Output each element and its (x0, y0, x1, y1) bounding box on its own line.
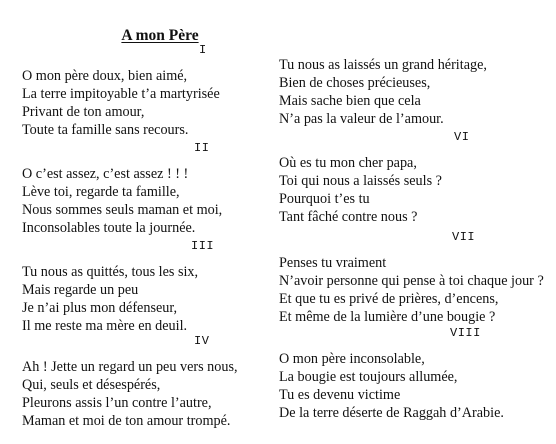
verse-line: Toute ta famille sans recours. (22, 122, 189, 138)
verse-line: La bougie est toujours allumée, (279, 369, 458, 385)
verse-line: Il me reste ma mère en deuil. (22, 318, 188, 334)
stanza-numeral: IV (194, 334, 210, 348)
stanza-1 (22, 67, 220, 139)
verse-line: Toi qui nous a laissés seuls ? (279, 173, 442, 189)
stanza-numeral: VIII (450, 326, 481, 340)
stanza-8 (279, 350, 504, 422)
verse-line: Tu es devenu victime (279, 387, 401, 403)
verse-line: Privant de ton amour, (22, 104, 145, 120)
stanza-numeral: I (199, 43, 207, 57)
verse-line: Tu nous as quittés, tous les six, (22, 264, 199, 280)
verse-line: O mon père inconsolable, (279, 351, 425, 367)
stanza-7 (279, 254, 544, 326)
verse-line: Ah ! Jette un regard un peu vers nous, (22, 359, 238, 375)
stanza-numeral: VI (454, 130, 470, 144)
verse-line: Tu nous as laissés un grand héritage, (279, 57, 487, 73)
verse-line: Lève toi, regarde ta famille, (22, 184, 180, 200)
verse-line: Bien de choses précieuses, (279, 75, 431, 91)
stanza-numeral: III (191, 239, 215, 253)
verse-line: O c’est assez, c’est assez ! ! ! (22, 166, 189, 182)
verse-line: N’avoir personne qui pense à toi chaque jour ? (279, 273, 544, 289)
stanza-3 (22, 263, 198, 335)
stanza-numeral: VII (452, 230, 476, 244)
verse-line: Tant fâché contre nous ? (279, 209, 418, 225)
verse-line: Penses tu vraiment (279, 255, 387, 271)
verse-line: Et que tu es privé de prières, d’encens, (279, 291, 499, 307)
verse-line: Qui, seuls et désespérés, (22, 377, 161, 393)
stanza-2 (22, 165, 222, 237)
stanza-4 (22, 358, 238, 430)
verse-line: Nous sommes seuls maman et moi, (22, 202, 223, 218)
verse-line: Mais regarde un peu (22, 282, 139, 298)
verse-line: Pleurons assis l’un contre l’autre, (22, 395, 212, 411)
stanza-5 (279, 56, 487, 128)
verse-line: La terre impitoyable t’a martyrisée (22, 86, 220, 102)
verse-line: Maman et moi de ton amour trompé. (22, 413, 231, 429)
verse-line: O mon père doux, bien aimé, (22, 68, 188, 84)
verse-line: Inconsolables toute la journée. (22, 220, 196, 236)
stanza-numeral: II (194, 141, 210, 155)
verse-line: N’a pas la valeur de l’amour. (279, 111, 444, 127)
stanza-6 (279, 154, 442, 226)
verse-line: Je n’ai plus mon défenseur, (22, 300, 178, 316)
verse-line: Mais sache bien que cela (279, 93, 421, 109)
verse-line: Pourquoi t’es tu (279, 191, 370, 207)
verse-line: Et même de la lumière d’une bougie ? (279, 309, 496, 325)
verse-line: Où es tu mon cher papa, (279, 155, 417, 171)
verse-line: De la terre déserte de Raggah d’Arabie. (279, 405, 504, 421)
poem-title: A mon Père (121, 27, 199, 45)
